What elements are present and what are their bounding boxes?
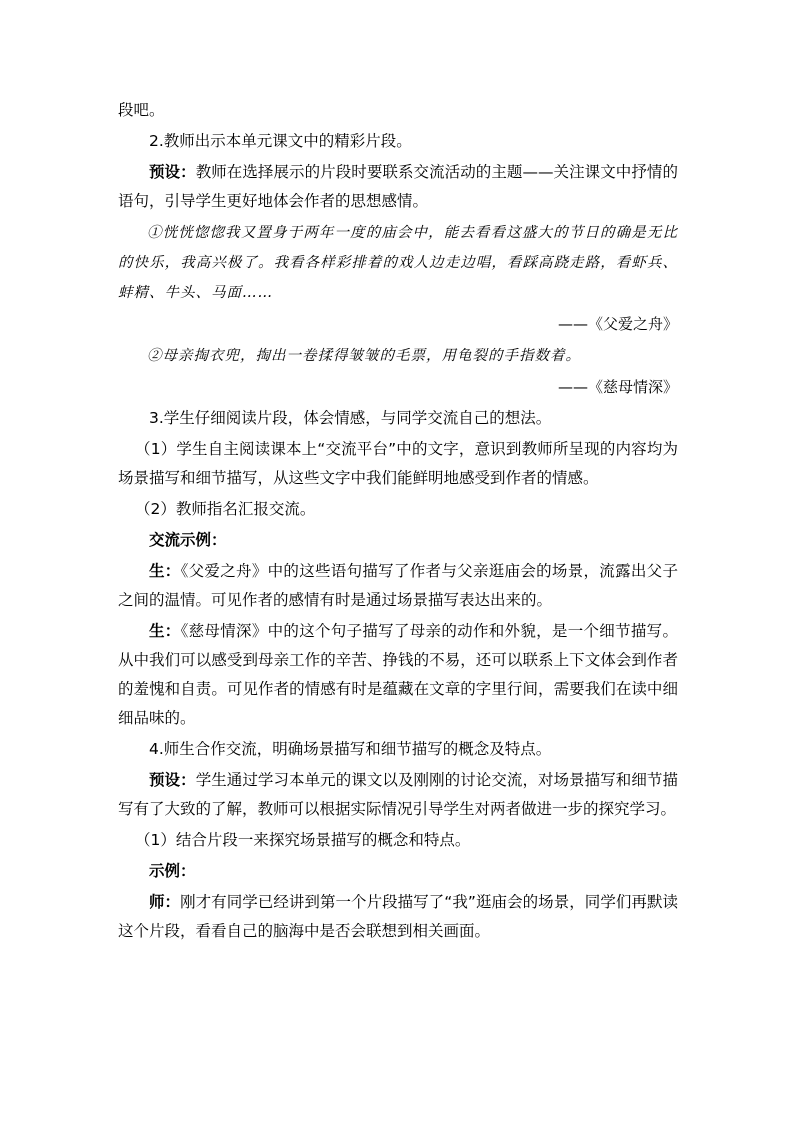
paragraph-step-2: 2.教师出示本单元课文中的精彩片段。 bbox=[149, 132, 412, 150]
excerpt-2-source: ——《慈母情深》 bbox=[557, 378, 678, 396]
student-label: 生： bbox=[149, 562, 181, 580]
student-answer-1: 生：《父爱之舟》中的这些语句描写了作者与父亲逛庙会的场景，流露出父子之间的温情。可见作者的感情有时是通过场景描写表达出来的。 bbox=[118, 562, 678, 609]
paragraph-preset-2: 预设：学生通过学习本单元的课文以及刚刚的讨论交流，对场景描写和细节描写有了大致的了解，教师可以根据实际情况引导学生对两者做进一步的探究学习。 bbox=[118, 771, 678, 818]
preset-label: 预设： bbox=[149, 163, 196, 181]
teacher-remark: 师：刚才有同学已经讲到第一个片段描写了“我”逛庙会的场景，同学们再默读这个片段，看看自己的脑海中是否会联想到相关画面。 bbox=[118, 893, 678, 940]
paragraph-substep-3: （1）结合片段一来探究场景描写的概念和特点。 bbox=[135, 831, 471, 849]
document-body bbox=[118, 96, 678, 948]
student-answer-2: 生：《慈母情深》中的这个句子描写了母亲的动作和外貌，是一个细节描写。从中我们可以感受到母亲工作的辛苦、挣钱的不易，还可以联系上下文体会到作者的羞愧和自责。可见作者的情感有时是蕴藏在文章的字里行间，需要我们在读中细细品味的。 bbox=[118, 622, 678, 727]
example-heading: 交流示例： bbox=[149, 531, 227, 549]
excerpt-1: ①恍恍惚惚我又置身于两年一度的庙会中，能去看看这盛大的节日的确是无比的快乐，我高兴极了。我看各样彩排着的戏人边走边唱，看踩高跷走路，看虾兵、蚌精、牛头、马面…… bbox=[118, 225, 678, 301]
paragraph-substep-1: （1）学生自主阅读课本上“交流平台”中的文字，意识到教师所呈现的内容均为场景描写和细节描写，从这些文字中我们能鲜明地感受到作者的情感。 bbox=[118, 440, 678, 487]
paragraph-continuation: 段吧。 bbox=[118, 101, 165, 119]
paragraph-substep-2: （2）教师指名汇报交流。 bbox=[135, 500, 316, 518]
example-heading-2: 示例： bbox=[149, 862, 196, 880]
excerpt-2: ②母亲掏衣兜，掏出一卷揉得皱皱的毛票，用龟裂的手指数着。 bbox=[147, 348, 581, 364]
paragraph-preset-1: 预设：教师在选择展示的片段时要联系交流活动的主题——关注课文中抒情的语句，引导学生更好地体会作者的思想感情。 bbox=[118, 163, 678, 210]
excerpt-1-source: ——《父爱之舟》 bbox=[557, 315, 678, 333]
paragraph-step-3: 3.学生仔细阅读片段，体会情感，与同学交流自己的想法。 bbox=[149, 409, 552, 427]
paragraph-step-4: 4.师生合作交流，明确场景描写和细节描写的概念及特点。 bbox=[149, 740, 552, 758]
student-label: 生： bbox=[149, 622, 181, 640]
preset-label: 预设： bbox=[149, 771, 196, 789]
teacher-label: 师： bbox=[149, 893, 181, 911]
